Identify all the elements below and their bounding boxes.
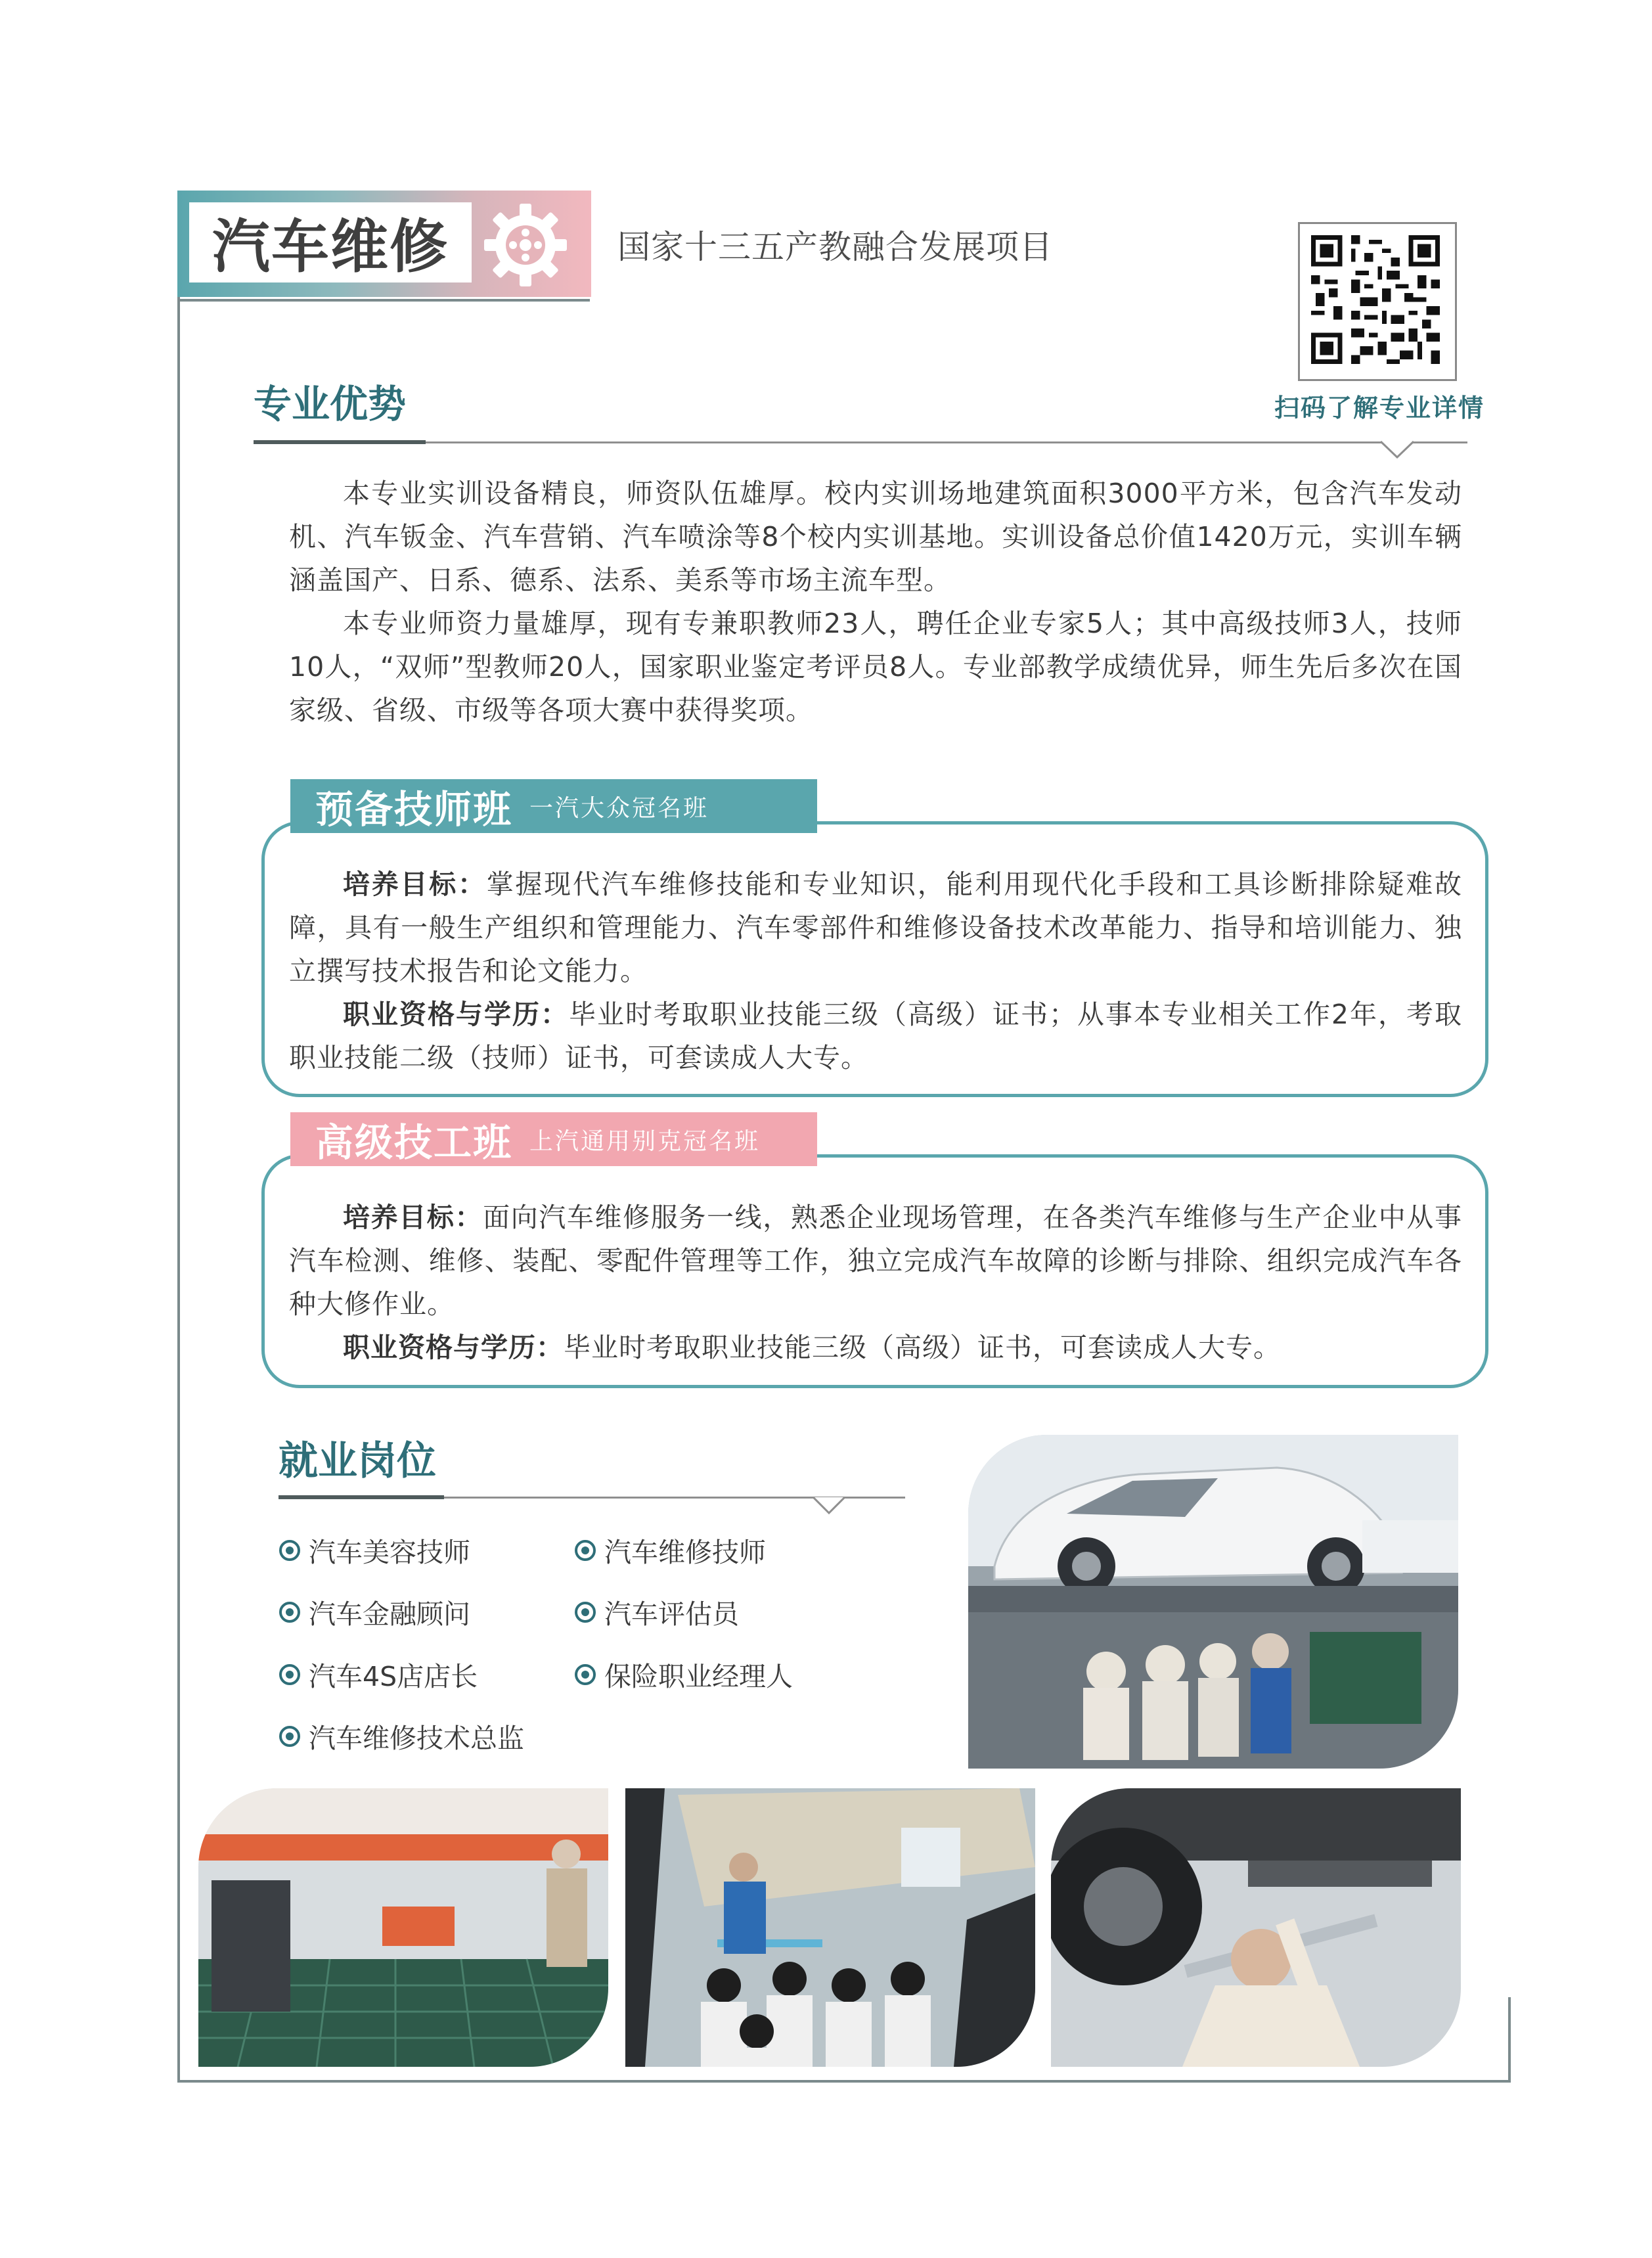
class-subtitle: 一汽大众冠名班 [529, 794, 709, 822]
caret-down-icon [1381, 440, 1414, 459]
job-label: 汽车评估员 [604, 1598, 739, 1630]
class-title: 预备技师班 [315, 787, 513, 832]
advantages-body [289, 472, 1462, 732]
job-item [279, 1655, 478, 1694]
undercar-repair-image [1051, 1788, 1461, 2067]
advantages-paragraph-2: 本专业师资力量雄厚，现有专兼职教师23人，聘任企业专家5人；其中高级技师3人，技师10人，“双师”型教师20人，国家职业鉴定考评员8人。专业部教学成绩优异，师生先后多次在国家级、省级、市级等各项大赛中获得奖项。 [289, 608, 1462, 726]
class2-qualification [289, 1326, 1462, 1369]
class-tab-preparatory-technician [290, 779, 817, 833]
target-icon [574, 1539, 596, 1562]
photo-classroom [625, 1788, 1035, 2067]
frame-bottom-line [177, 2080, 1511, 2083]
header-subtitle: 国家十三五产教融合发展项目 [617, 228, 1053, 266]
class-tab-senior-worker [290, 1112, 817, 1166]
goal-text: 掌握现代汽车维修技能和专业知识，能利用现代化手段和工具诊断排除疑难故障，具有一般生产组织和管理能力、汽车零部件和维修设备技术改革能力、指导和培训能力、独立撰写技术报告和论文能力。 [289, 869, 1462, 987]
class2-goal [289, 1196, 1462, 1326]
section-rule [254, 441, 1467, 443]
header-underline [177, 299, 590, 302]
section-rule-accent [279, 1495, 444, 1499]
class1-qualification [289, 993, 1462, 1079]
job-item [574, 1655, 793, 1694]
target-icon [279, 1663, 301, 1686]
goal-label: 培养目标： [343, 1202, 483, 1233]
photo-car-lift [968, 1435, 1458, 1769]
advantages-paragraph-1: 本专业实训设备精良，师资队伍雄厚。校内实训场地建筑面积3000平方米，包含汽车发动机、汽车钣金、汽车营销、汽车喷涂等8个校内实训基地。实训设备总价值1420万元，实训车辆涵盖国产、日系、德系、法系、美系等市场主流车型。 [289, 478, 1462, 596]
goal-text: 面向汽车维修服务一线，熟悉企业现场管理，在各类汽车维修与生产企业中从事汽车检测、维修、装配、零配件管理等工作，独立完成汽车故障的诊断与排除、组织完成汽车各种大修作业。 [289, 1202, 1462, 1320]
job-label: 保险职业经理人 [604, 1661, 793, 1692]
class-subtitle: 上汽通用别克冠名班 [529, 1127, 761, 1155]
target-icon [574, 1601, 596, 1623]
job-item [279, 1531, 470, 1569]
class1-body [289, 863, 1462, 1079]
goal-label: 培养目标： [343, 869, 487, 900]
target-icon [574, 1663, 596, 1686]
job-item [279, 1592, 470, 1631]
job-label: 汽车金融顾问 [309, 1598, 470, 1630]
job-label: 汽车维修技术总监 [309, 1723, 524, 1754]
job-item [574, 1592, 739, 1631]
section-heading-advantages: 专业优势 [254, 382, 407, 426]
classroom-image [625, 1788, 1035, 2067]
target-icon [279, 1725, 301, 1748]
job-label: 汽车4S店店长 [309, 1661, 478, 1692]
page-title: 汽车维修 [212, 213, 449, 281]
job-label: 汽车维修技师 [604, 1537, 766, 1568]
class1-goal [289, 863, 1462, 993]
class-title: 高级技工班 [315, 1120, 513, 1165]
gear-icon [476, 196, 575, 294]
qualification-label: 职业资格与学历： [343, 999, 569, 1030]
job-item [279, 1717, 524, 1755]
photo-paint-booth [198, 1788, 608, 2067]
photo-undercar-repair [1051, 1788, 1461, 2067]
caret-down-icon [813, 1497, 845, 1515]
qualification-label: 职业资格与学历： [343, 1332, 564, 1363]
qr-caption: 扫码了解专业详情 [1274, 394, 1485, 422]
qualification-text: 毕业时考取职业技能三级（高级）证书；从事本专业相关工作2年，考取职业技能二级（技师）证书，可套读成人大专。 [289, 999, 1462, 1073]
job-label: 汽车美容技师 [309, 1537, 470, 1568]
car-on-lift-image [968, 1435, 1458, 1769]
target-icon [279, 1601, 301, 1623]
job-item [574, 1531, 766, 1569]
qr-code-icon[interactable] [1311, 235, 1440, 364]
section-heading-jobs: 就业岗位 [279, 1438, 436, 1484]
qualification-text: 毕业时考取职业技能三级（高级）证书，可套读成人大专。 [564, 1332, 1281, 1363]
paint-booth-image [198, 1788, 608, 2067]
section-rule-accent [254, 440, 426, 444]
frame-right-line [1508, 1997, 1511, 2083]
class2-body [289, 1196, 1462, 1369]
frame-left-line [177, 294, 180, 2083]
target-icon [279, 1539, 301, 1562]
